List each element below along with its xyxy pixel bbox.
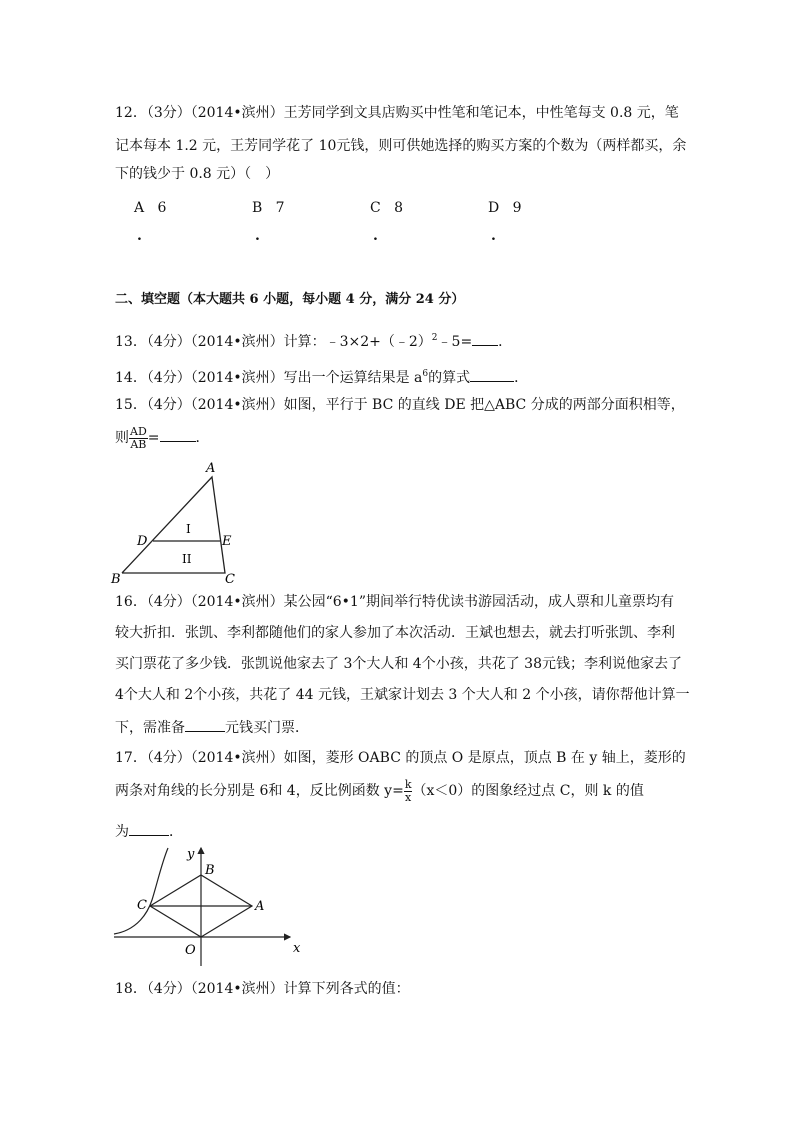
- label-a: A: [206, 461, 216, 476]
- hyperbola-curve: [114, 848, 168, 934]
- q13-end: ．: [498, 334, 513, 350]
- label-e: E: [222, 534, 232, 549]
- q15-eq: =: [147, 430, 160, 446]
- answer-blank[interactable]: [470, 367, 514, 382]
- answer-blank[interactable]: [129, 821, 169, 836]
- q17-line2a: 两条对角线的长分别是 6和 4，反比例函数 y=: [115, 783, 404, 799]
- q14-text2: 的算式: [428, 370, 471, 386]
- option-letter: D: [488, 200, 500, 216]
- region-1-label: I: [186, 522, 191, 536]
- rhombus-figure: [108, 842, 308, 970]
- q17-line1: 17．（4分）（2014•滨州）如图，菱形 OABC 的顶点 O 是原点，顶点 B 在 y 轴上，菱形的: [115, 750, 686, 766]
- q14: [115, 365, 528, 387]
- fraction-denominator: AB: [130, 437, 147, 451]
- option-letter: A: [134, 200, 145, 216]
- option-a[interactable]: [134, 199, 166, 217]
- q17-line2b: （x＜0）的图象经过点 C，则 k 的值: [412, 783, 644, 799]
- answer-blank[interactable]: [472, 331, 498, 346]
- option-letter: B: [252, 200, 263, 216]
- fraction-denominator: x: [405, 790, 412, 804]
- label-x: x: [293, 941, 301, 956]
- q16-line5b: 元钱买门票．: [225, 720, 309, 736]
- label-c: C: [225, 572, 235, 586]
- q13-text2: ﹣5=: [437, 334, 473, 350]
- q12-line2: 记本每本 1.2 元，王芳同学花了 10元钱，则可供她选择的购买方案的个数为（两样都买，余: [115, 138, 687, 154]
- label-a: A: [255, 899, 265, 914]
- option-dot: .: [137, 228, 142, 244]
- option-dot: .: [491, 228, 496, 244]
- q14-end: ．: [514, 370, 529, 386]
- q13: [115, 329, 512, 351]
- label-o: O: [185, 943, 196, 958]
- answer-blank[interactable]: [160, 427, 196, 442]
- option-dot: .: [373, 228, 378, 244]
- q12-line1: 12．（3分）（2014•滨州）王芳同学到文具店购买中性笔和笔记本，中性笔每支 0.8 元，笔: [115, 105, 679, 121]
- fraction-numerator: AD: [130, 424, 147, 438]
- q14-text: 14．（4分）（2014•滨州）写出一个运算结果是 a: [115, 370, 423, 386]
- q15-end: ．: [195, 430, 210, 446]
- q18: 18．（4分）（2014•滨州）计算下列各式的值：: [115, 981, 410, 997]
- region-2-label: II: [182, 552, 192, 566]
- q17-line2: [115, 777, 644, 805]
- q17-line3: [115, 821, 183, 841]
- label-c: C: [137, 898, 147, 913]
- q12-line3: 下的钱少于 0.8 元）（ ）: [115, 166, 280, 182]
- q16-line5a: 下，需准备: [115, 720, 185, 736]
- q16-line2: 较大折扣．张凯、李利都随他们的家人参加了本次活动．王斌也想去，就去打听张凯、李利: [115, 625, 675, 641]
- label-b: B: [111, 572, 121, 586]
- q15-line1: 15．（4分）（2014•滨州）如图，平行于 BC 的直线 DE 把△ABC 分成的两部分面积相等，: [115, 397, 685, 413]
- q14-exponent: 6: [422, 369, 429, 379]
- option-value: 8: [394, 200, 403, 216]
- label-d: D: [137, 534, 148, 549]
- triangle-abc: [122, 477, 225, 573]
- ratio-fraction: [129, 426, 148, 451]
- option-b[interactable]: [252, 199, 285, 217]
- q17-line3a: 为: [115, 824, 129, 840]
- q15-line2: [115, 424, 210, 452]
- fraction-numerator: k: [404, 777, 412, 791]
- q15-prefix: 则: [115, 430, 129, 446]
- q16-line1: 16．（4分）（2014•滨州）某公园“6•1”期间举行特优读书游园活动，成人票和儿童票均有: [115, 594, 674, 610]
- answer-blank[interactable]: [185, 717, 225, 732]
- q16-line5: [115, 717, 309, 737]
- q16-line3: 买门票花了多少钱．张凯说他家去了 3个大人和 4个小孩，共花了 38元钱；李利说他家去了: [115, 656, 682, 672]
- option-d[interactable]: [488, 199, 522, 217]
- option-value: 9: [512, 200, 522, 216]
- triangle-figure: [108, 458, 248, 586]
- option-letter: C: [370, 200, 381, 216]
- option-value: 6: [157, 200, 167, 216]
- label-y: y: [187, 847, 195, 862]
- option-c[interactable]: [370, 199, 403, 217]
- q17-end: ．: [169, 824, 183, 840]
- q13-exponent: 2: [431, 333, 438, 343]
- q13-text: 13．（4分）（2014•滨州）计算：﹣3×2+（﹣2）: [115, 334, 432, 350]
- option-dot: .: [255, 228, 260, 244]
- label-b: B: [205, 863, 215, 878]
- section-heading: 二、填空题（本大题共 6 小题，每小题 4 分，满分 24 分）: [115, 292, 465, 307]
- q16-line4: 4个大人和 2个小孩，共花了 44 元钱，王斌家计划去 3 个大人和 2 个小孩，请你帮他计算一: [115, 687, 690, 703]
- option-value: 7: [275, 200, 285, 216]
